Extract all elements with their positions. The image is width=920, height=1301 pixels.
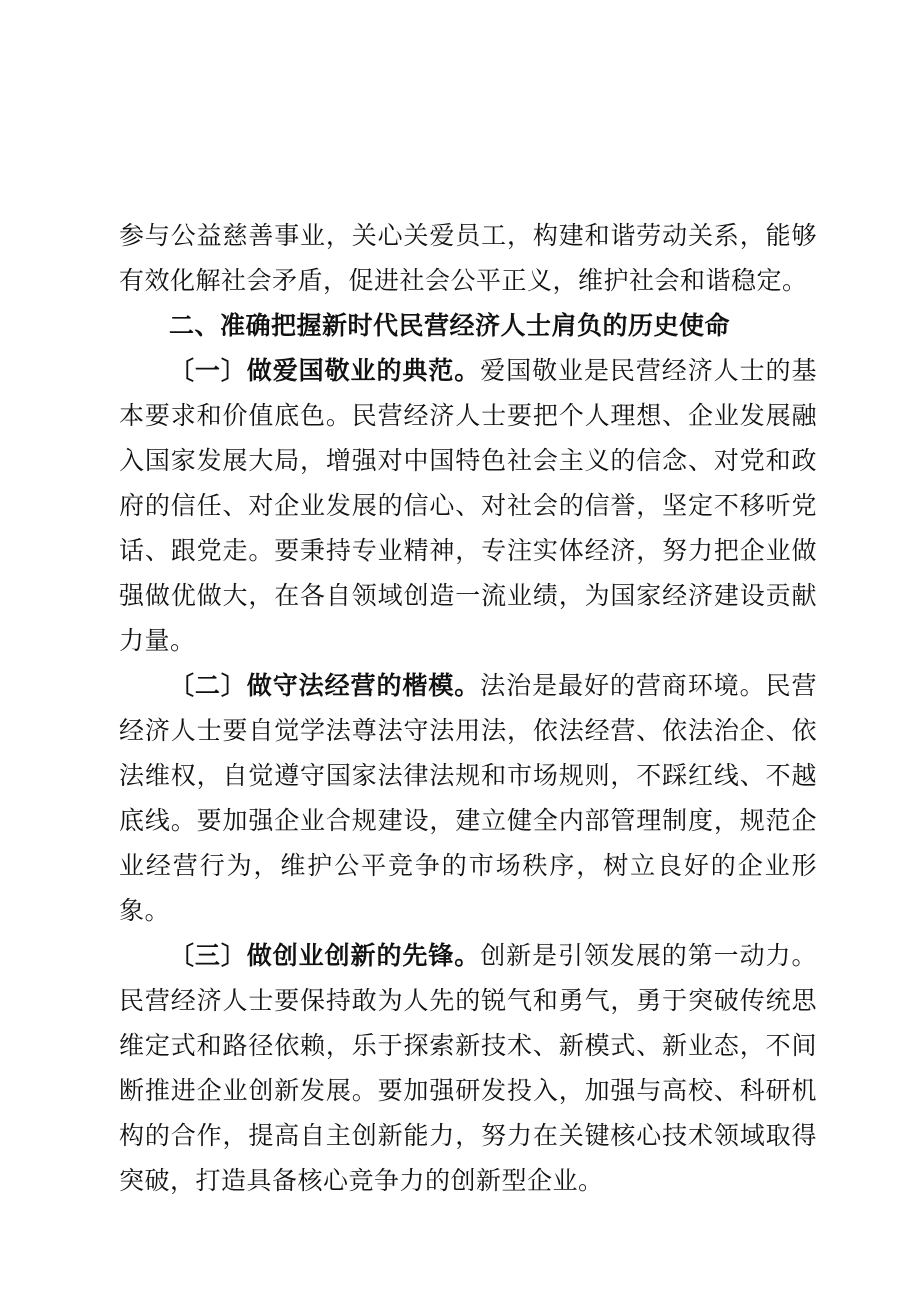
- paragraph-lead: 〔二〕做守法经营的楷模。: [169, 671, 481, 700]
- paragraph-patriotism: [119, 348, 817, 663]
- paragraph-text: 爱国敬业是民营经济人士的基本要求和价值底色。民营经济人士要把个人理想、企业发展融入国家发展大局，增强对中国特色社会主义的信念、对党和政府的信任、对企业发展的信心、对社会的信誉，坚定不移听党话、跟党走。要秉持专业精神，专注实体经济，努力把企业做强做优做大，在各自领域创造一流业绩，为国家经济建设贡献力量。: [119, 356, 817, 655]
- paragraph-text: 法治是最好的营商环境。民营经济人士要自觉学法尊法守法用法，依法经营、依法治企、依法维权，自觉遵守国家法律法规和市场规则，不踩红线、不越底线。要加强企业合规建设，建立健全内部管理制度，规范企业经营行为，维护公平竞争的市场秩序，树立良好的企业形象。: [119, 671, 817, 925]
- paragraph-lead: 〔一〕做爱国敬业的典范。: [169, 356, 481, 385]
- paragraph-law-abiding: [119, 663, 817, 933]
- paragraph-innovation: [119, 933, 817, 1203]
- document-body: [119, 213, 817, 1203]
- paragraph-text: 创新是引领发展的第一动力。民营经济人士要保持敢为人先的锐气和勇气，勇于突破传统思维定式和路径依赖，乐于探索新技术、新模式、新业态，不间断推进企业创新发展。要加强研发投入，加强与高校、科研机构的合作，提高自主创新能力，努力在关键核心技术领域取得突破，打造具备核心竞争力的创新型企业。: [119, 941, 817, 1195]
- paragraph-text: 参与公益慈善事业，关心关爱员工，构建和谐劳动关系，能够有效化解社会矛盾，促进社会公平正义，维护社会和谐稳定。: [119, 221, 817, 295]
- section-heading: 二、准确把握新时代民营经济人士肩负的历史使命: [169, 311, 731, 340]
- paragraph-lead: 〔三〕做创业创新的先锋。: [169, 941, 481, 970]
- paragraph-continuation: [119, 213, 817, 303]
